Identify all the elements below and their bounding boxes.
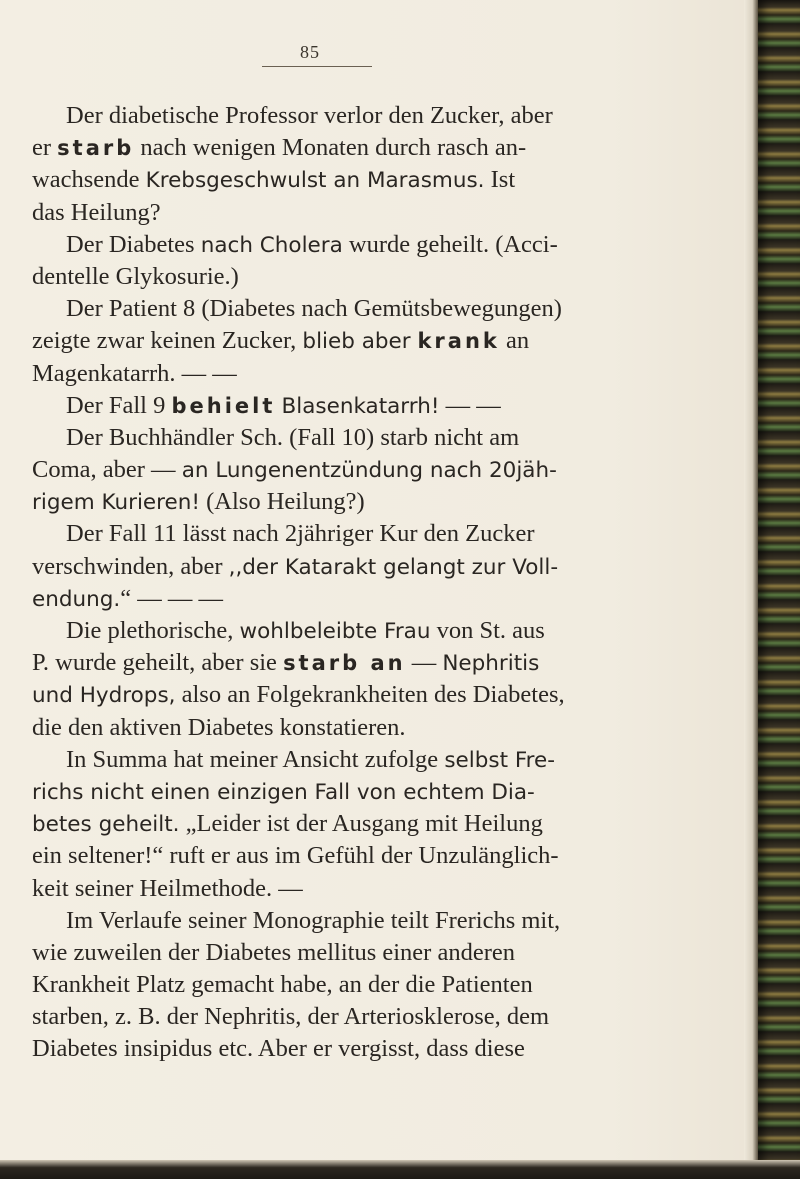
text-line bbox=[32, 647, 722, 679]
text-segment: Im Verlaufe seiner Monographie teilt Frerichs mit, bbox=[66, 906, 561, 934]
text-segment: „Leider ist der Ausgang mit Heilung bbox=[179, 810, 543, 838]
text-segment: rigem Kurieren! bbox=[32, 490, 201, 516]
text-line bbox=[32, 905, 722, 937]
text-segment: er bbox=[32, 134, 58, 162]
book-edge bbox=[758, 0, 800, 1179]
text-line bbox=[32, 358, 722, 390]
text-line bbox=[32, 808, 722, 840]
text-line bbox=[32, 1033, 722, 1065]
body-text bbox=[32, 100, 722, 1066]
text-segment: Blasenkatarrh! bbox=[281, 393, 440, 419]
text-segment: Ist bbox=[484, 166, 516, 194]
text-segment: Der Fall 11 lässt nach 2jähriger Kur den Zucker bbox=[66, 520, 535, 548]
text-line bbox=[32, 551, 722, 583]
text-segment: starb bbox=[57, 136, 135, 161]
text-segment: wachsende bbox=[32, 166, 146, 194]
text-segment: betes geheilt. bbox=[32, 812, 180, 838]
text-line bbox=[32, 261, 722, 293]
text-segment: von St. aus bbox=[430, 617, 545, 644]
text-line bbox=[32, 197, 722, 229]
text-line bbox=[32, 969, 722, 1001]
text-segment: Magenkatarrh. — — bbox=[32, 359, 237, 387]
text-segment: starb an bbox=[283, 651, 406, 676]
page-number: 85 bbox=[300, 42, 320, 62]
text-segment: Nephritis bbox=[442, 651, 540, 677]
text-segment: an Lungenentzündung nach 20jäh- bbox=[181, 458, 557, 484]
text-line bbox=[32, 100, 722, 132]
text-segment: Die plethorische, bbox=[66, 617, 240, 644]
text-line bbox=[32, 615, 722, 647]
text-segment: nach Cholera bbox=[200, 232, 343, 258]
text-segment: (Also Heilung?) bbox=[200, 488, 365, 516]
text-line bbox=[32, 325, 722, 357]
text-line bbox=[32, 840, 722, 872]
text-segment: wohlbeleibte Frau bbox=[239, 619, 431, 644]
text-segment: Der Fall 9 bbox=[66, 391, 172, 419]
text-segment: Der diabetische Professor verlor den Zucker, aber bbox=[66, 102, 553, 129]
text-line bbox=[32, 744, 722, 776]
text-segment: verschwinden, aber bbox=[32, 552, 229, 580]
text-segment: blieb aber bbox=[302, 329, 418, 355]
text-segment: wurde geheilt. (Acci- bbox=[342, 230, 558, 258]
text-segment: die den aktiven Diabetes konstatieren. bbox=[32, 713, 406, 741]
text-segment: Coma, aber — bbox=[32, 456, 182, 484]
text-segment: P. wurde geheilt, aber sie bbox=[32, 649, 284, 677]
text-segment: zeigte zwar keinen Zucker, bbox=[32, 327, 303, 355]
text-line bbox=[32, 1001, 722, 1033]
text-segment: “ — — — bbox=[120, 584, 223, 612]
text-line bbox=[32, 518, 722, 550]
text-segment: — — bbox=[439, 391, 501, 419]
text-line bbox=[32, 293, 722, 325]
text-segment: keit seiner Heilmethode. — bbox=[32, 874, 303, 902]
scan-bottom-edge bbox=[0, 1160, 800, 1179]
text-segment: und Hydrops, bbox=[32, 683, 176, 709]
text-segment: krank bbox=[417, 329, 500, 354]
text-line bbox=[32, 454, 722, 486]
page-number-rule bbox=[262, 66, 372, 67]
text-segment: — bbox=[405, 649, 443, 677]
text-line bbox=[32, 132, 722, 164]
text-segment: also an Folgekrankheiten des Diabetes, bbox=[175, 681, 565, 709]
text-segment: behielt bbox=[171, 393, 276, 418]
text-line bbox=[32, 229, 722, 261]
text-segment: Krebsgeschwulst an Marasmus. bbox=[145, 168, 485, 194]
text-segment: Krankheit Platz gemacht habe, an der die Patienten bbox=[32, 971, 533, 999]
text-line bbox=[32, 712, 722, 744]
text-segment: endung. bbox=[32, 586, 121, 612]
text-line bbox=[32, 486, 722, 518]
text-line bbox=[32, 679, 722, 711]
text-segment: ein seltener!“ ruft er aus im Gefühl der Unzulänglich- bbox=[32, 842, 559, 870]
text-line bbox=[32, 390, 722, 422]
page-gutter bbox=[744, 0, 758, 1179]
text-segment: dentelle Glykosurie.) bbox=[32, 262, 239, 290]
text-line bbox=[32, 937, 722, 969]
text-segment: Diabetes insipidus etc. Aber er vergisst, dass diese bbox=[32, 1035, 525, 1063]
text-segment: richs nicht einen einzigen Fall von echtem Dia- bbox=[32, 779, 535, 805]
text-line bbox=[32, 873, 722, 905]
text-segment: Der Patient 8 (Diabetes nach Gemütsbewegungen) bbox=[66, 295, 562, 323]
text-segment: das Heilung? bbox=[32, 198, 161, 226]
text-line bbox=[32, 422, 722, 454]
text-segment: In Summa hat meiner Ansicht zufolge bbox=[66, 745, 445, 773]
text-segment: selbst Fre- bbox=[444, 747, 555, 773]
text-segment: starben, z. B. der Nephritis, der Arteriosklerose, dem bbox=[32, 1003, 550, 1031]
text-segment: nach wenigen Monaten durch rasch an- bbox=[134, 134, 527, 162]
text-line bbox=[32, 164, 722, 196]
text-line bbox=[32, 583, 722, 615]
text-segment: ,,der Katarakt gelangt zur Voll- bbox=[228, 554, 559, 580]
text-segment: an bbox=[499, 327, 530, 355]
text-segment: Der Buchhändler Sch. (Fall 10) starb nicht am bbox=[66, 423, 520, 451]
text-line bbox=[32, 776, 722, 808]
text-segment: wie zuweilen der Diabetes mellitus einer anderen bbox=[32, 938, 515, 966]
text-segment: Der Diabetes bbox=[66, 230, 201, 258]
